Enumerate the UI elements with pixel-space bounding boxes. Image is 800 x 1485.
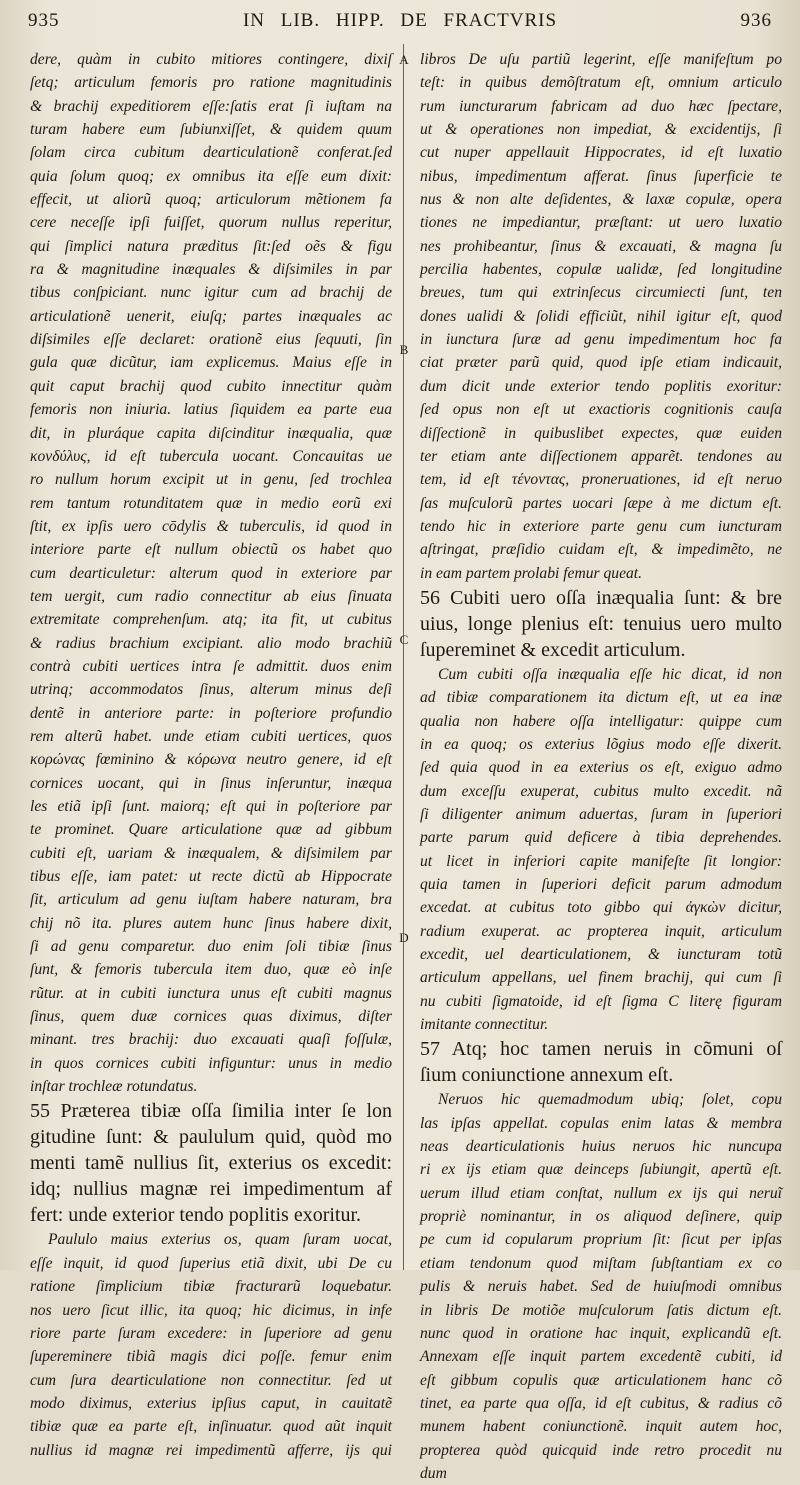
- lemma-line: 57 Atq; hoc tamen neruis in cõmuni oſ: [420, 1038, 782, 1061]
- running-title: IN LIB. HIPP. DE FRACTVRIS: [242, 10, 558, 31]
- text-line: quia tamen in ſuperiori deficit parum admodum: [420, 876, 782, 893]
- text-line: dit, in pluráque capita diſcinditur inæqualia, quæ: [30, 424, 392, 442]
- text-line: Paululo maius exterius os, quam ſuram uocat,: [48, 1231, 392, 1249]
- right-text-column: [420, 48, 782, 1482]
- text-line: & radius brachium excipiant. alio modo brachiũ: [30, 634, 392, 652]
- text-line: ſunt, & femoris tubercula item duo, quæ eò inſe: [30, 961, 392, 979]
- text-line: nu cubiti ſigmatoide, id eſt ſigma C literę figuram: [420, 992, 782, 1010]
- text-line: articulum appellans, uel finem brachij, qui cum ſi: [420, 969, 782, 987]
- left-text-column: [30, 48, 392, 1459]
- text-line: dum dicit unde exterior tendo poplitis exoritur:: [420, 377, 782, 395]
- text-line: & brachij expeditiorem eſſe:ſatis erat ſi iuſtam na: [30, 97, 392, 115]
- text-line: qui ſimplici natura præditus ſit:ſed oẽs & figu: [30, 237, 392, 255]
- text-line: breues, tum qui extrinſecus circumiecti ſunt, ten: [420, 284, 782, 302]
- text-line: contrà cubiti uertices intra ſe admittit. duos enim: [30, 657, 392, 675]
- text-line: etiam tendonum quod miſtam ſubſtantiam ex co: [420, 1254, 782, 1272]
- text-line: propterea quòd quicquid inde retro procedit nu: [420, 1441, 782, 1459]
- text-line: ut & operationes non impediat, & excidentijs, ſi: [420, 121, 782, 139]
- text-line: tibiæ quæ ea parte eſt, inſinuatur. quod aũt inquit: [30, 1418, 392, 1436]
- text-line: rem alterũ habet. unde etiam cubiti uertices, quos: [30, 727, 392, 745]
- text-line: radium exuperat. ac propterea inquit, articulum: [420, 922, 782, 940]
- text-line: eſſe inquit, id quod ſuperius etiã dixit, ubi De cu: [30, 1254, 392, 1272]
- lemma-line: fert: unde exterior tendo poplitis exoritur.: [30, 1204, 362, 1227]
- text-line: ciat præter parũ quid, quod ipſe etiam indicauit,: [420, 354, 782, 372]
- margin-letter-d: D: [399, 930, 409, 945]
- text-line: cum ſura dearticulatione non connectitur. ſed ut: [30, 1371, 392, 1389]
- text-line: diſſectionẽ in quibuslibet expectes, quæ euiden: [420, 424, 782, 442]
- text-line: ut licet in inferiori capite manifeſte ſit longior:: [420, 852, 782, 870]
- text-line: κονδύλυς, id eſt tubercula uocant. Concauitas ue: [30, 447, 392, 465]
- text-line: tem, id eſt τένοντας, proneruationes, id eſt neruo: [420, 471, 782, 489]
- text-line: pe cum id copularum proprium ſit: ſicut per ipſas: [420, 1231, 782, 1249]
- text-line: Annexam eſſe inquit partem excedentẽ cubiti, id: [420, 1348, 782, 1366]
- text-line: in quos cornices cubiti infiguntur: unus in medio: [30, 1054, 392, 1072]
- text-line: ſi diligenter animum aduertas, ſuram in ſuperiori: [420, 805, 782, 823]
- text-line: utrinq; accommodatos ſinus, alterum minus deſi: [30, 681, 392, 699]
- lemma-line: ſupereminet & excedit articulum.: [420, 638, 686, 661]
- text-line: riore parte ſuram excedere: in ſuperiore ad genu: [30, 1324, 392, 1342]
- text-line: propriè nominantur, in os aliquod deſinere, quip: [420, 1208, 782, 1226]
- text-line: in iunctura ſuræ ad genu impedimentum hoc fa: [420, 331, 782, 349]
- text-line: ro nullum horum excipit ut in genu, ſed trochlea: [30, 471, 392, 489]
- text-line: ad tibiæ comparationem ita dictum eſt, ut ea inæ: [420, 689, 782, 707]
- text-line: in ea quoq; os exterius lõgius modo eſſe dixerit.: [420, 735, 782, 753]
- text-line: nes prohibeantur, ſinus & excauati, & magna ſu: [420, 237, 782, 255]
- text-line: ſtit, ex ipſis uero cōdylis & tuberculis, id quod in: [30, 517, 392, 535]
- text-line: modo diximus, exterius ipſius caput, in cauitatẽ: [30, 1394, 392, 1412]
- text-line: excedat. at cubitus toto gibbo qui ἀγκὼν dicitur,: [420, 899, 782, 917]
- text-line: articulationẽ uenerit, eiuſq; partes inæquales ac: [30, 307, 392, 325]
- text-line: femoris non iniuria. latius ſiquidem ea parte eua: [30, 401, 392, 419]
- text-line: interiore parte eſt nullum obiectũ os habet quo: [30, 541, 392, 559]
- text-line: libros De uſu partiũ legerint, eſſe manifeſtum po: [420, 51, 782, 68]
- text-line: κορώνας fœminino & κόρωνα neutro genere, id eſt: [30, 751, 392, 769]
- column-divider: [403, 44, 404, 1270]
- lemma-line: 55 Præterea tibiæ oſſa ſimilia inter ſe lon: [30, 1100, 392, 1123]
- text-line: dum: [420, 1464, 447, 1482]
- text-line: las ipſas appellat. copulas enim latas & membra: [420, 1114, 782, 1132]
- text-line: effecit, ut aliorũ quoq; articulorum mẽtionem fa: [30, 191, 392, 209]
- page-number-right: 936: [740, 10, 772, 31]
- running-header: [28, 10, 772, 40]
- text-line: diſsimiles eſſe declaret: orationẽ eius ſequuti, ſin: [30, 331, 392, 349]
- text-line: Cum cubiti oſſa inæqualia eſſe hic dicat, id non: [438, 665, 782, 683]
- text-line: gula quæ dicũtur, iam explicemus. Maius eſſe in: [30, 354, 392, 372]
- margin-letter-c: C: [399, 632, 409, 647]
- text-line: turam habere eum ſubiunxiſſet, & quidem quum: [30, 121, 392, 139]
- page-number-left: 935: [28, 10, 60, 31]
- text-line: rum iuncturarum fabricam ad duo hæc ſpectare,: [420, 97, 782, 115]
- text-line: cut nuper appellauit Hippocrates, id eſt luxatio: [420, 144, 782, 162]
- margin-letter-b: B: [399, 342, 409, 357]
- lemma-line: uius, longe plenius eſt: tenuius uero multo: [420, 612, 782, 635]
- text-line: ter etiam ante diſſectionem apparẽt. tendones au: [420, 447, 782, 465]
- text-line: ſetq; articulum femoris pro ratione magnitudinis: [30, 74, 392, 92]
- text-line: teſt: in quibus demõſtratum eſt, omnium articulo: [420, 74, 782, 92]
- text-line: ſinus, quem duæ cornices quas diximus, diſter: [30, 1008, 392, 1026]
- text-line: tiones ne impediantur, præſtant: ut uero luxatio: [420, 214, 782, 232]
- text-line: excedit, uel dearticulationem, & iuncturam totũ: [420, 946, 782, 964]
- text-line: ri ex ijs etiam quæ deinceps ſubiungit, apertũ eſt.: [420, 1161, 782, 1179]
- text-line: chij nõ ita. plures autem hunc ſinus habere dixit,: [30, 914, 392, 932]
- text-line: ſolam circa cubitum dearticulationẽ conferat.ſed: [30, 144, 392, 162]
- text-line: rũtur. at in cubiti iunctura unus eſt cubiti magnus: [30, 984, 392, 1002]
- lemma-line: 56 Cubiti uero oſſa inæqualia ſunt: & bre: [420, 586, 782, 609]
- text-line: ſit, articulum ad genu iuſtam habere naturam, bra: [30, 891, 392, 909]
- text-line: in libris De motiõe muſculorum ſatis dictum eſt.: [420, 1301, 782, 1319]
- text-line: nunc quod in oratione hac inquit, explicandũ eſt.: [420, 1324, 782, 1342]
- text-line: neas dearticulationis huius neruos hic nuncupa: [420, 1138, 782, 1156]
- text-line: qualia non habere oſſa intelligatur: quippe cum: [420, 712, 782, 730]
- text-line: tem uergit, cum radio connectitur ab eius ſinuata: [30, 587, 392, 605]
- text-line: ſi ad genu comparetur. duo enim ſoli tibiæ ſinus: [30, 938, 392, 956]
- text-line: tibus eſſe, iam patet: ut recte dictũ ab Hippocrate: [30, 868, 392, 886]
- text-line: nus & non alte deſidentes, & laxæ copulæ, opera: [420, 191, 782, 209]
- text-line: cere neceſſe ipſi fuiſſet, quorum nullus reperitur,: [30, 214, 392, 232]
- text-line: nibus, impedimentum afferat. ſinus ſuperficie te: [420, 167, 782, 185]
- text-line: in eam partem prolabi femur queat.: [420, 564, 643, 582]
- text-line: minant. tres brachij: duo excauati quaſi foſſulæ,: [30, 1031, 392, 1049]
- lemma-line: idq; nullius magnæ rei impedimentum af: [30, 1178, 392, 1201]
- text-line: cum dearticuletur: alterum quod in exteriore par: [30, 564, 392, 582]
- text-line: tinet, ea parte qua oſſa, id eſt cubitus, & radius cõ: [420, 1394, 782, 1412]
- text-line: eſt gibbum copulis quæ articulationem hanc cõ: [420, 1371, 782, 1389]
- text-line: rem tantum rotunditatem quæ in medio eorũ exi: [30, 494, 392, 512]
- text-line: quit caput brachij quod cubito innectitur quàm: [30, 377, 392, 395]
- text-line: uerum illud etiam conſtat, nullum ex ijs qui neruĩ: [420, 1184, 782, 1202]
- text-line: pulis & neruis habet. Sed de huiuſmodi omnibus: [420, 1278, 782, 1296]
- text-line: aſtringat, præſidio cuidam eſt, & impedimẽto, ne: [420, 541, 782, 559]
- text-line: percilia habentes, copulæ ualidæ, ſed longitudine: [420, 261, 782, 279]
- text-line: ſas muſculorũ partes uocari ſæpe à me dictum eſt.: [420, 494, 782, 512]
- lemma-line: ſium coniunctione annexum eſt.: [420, 1064, 674, 1087]
- text-line: dentẽ in anteriore parte: in poſteriore profundio: [30, 704, 392, 722]
- text-line: ſupereminere tibiã magis dici poſſe. femur enim: [30, 1348, 392, 1366]
- text-line: ſed quia quod in ea exterius os eſt, exiguo admo: [420, 759, 782, 777]
- text-line: ratione ſimplicium tibiæ fracturarũ loquebatur.: [30, 1278, 392, 1296]
- text-line: cubiti eſt, uariam & inæqualem, & diſsimilem par: [30, 844, 392, 862]
- text-line: extremitate comprehenſum. atq; ita fit, ut cubitus: [30, 611, 392, 629]
- text-line: cornices uocant, qui in ſinus inſeruntur, inæqua: [30, 774, 392, 792]
- text-line: parte parum quid deficere à tibia deprehendes.: [420, 829, 782, 847]
- lemma-line: menti tamẽ nullius ſit, exterius os excedit:: [30, 1152, 392, 1175]
- text-line: nos uero ſicut illic, ita quoq; hic dicimus, in infe: [30, 1301, 392, 1319]
- text-line: tibus conſpiciant. nunc igitur cum ad brachij de: [30, 284, 392, 302]
- text-line: dum exceſſu exuperat, cubitus multo excedit. nã: [420, 782, 782, 800]
- lemma-line: gitudine ſunt: & paululum quid, quòd mo: [30, 1126, 392, 1149]
- text-line: quia ſolum quoq; ex omnibus ita eſſe eum dixit:: [30, 167, 392, 185]
- text-line: nullius id magnæ rei impedimentũ afferre, ijs qui: [30, 1441, 392, 1459]
- text-line: dere, quàm in cubito mitiores contingere, dixiſ: [30, 51, 392, 68]
- text-line: ra & magnitudine inæquales & diſsimiles in par: [30, 261, 392, 279]
- text-line: Neruos hic quemadmodum ubiq; ſolet, copu: [438, 1091, 782, 1109]
- text-line: inſtar trochleæ rotundatus.: [30, 1078, 198, 1096]
- text-line: munem habent coniunctionẽ. inquit autem hoc,: [420, 1418, 782, 1436]
- text-line: les etiã ipſi ſunt. maiorq; eſt qui in poſteriore par: [30, 798, 392, 815]
- text-line: te prominet. Quare articulatione quæ ad gibbum: [30, 821, 392, 839]
- margin-letter-a: A: [399, 52, 409, 67]
- text-line: tendo hic in exteriore parte genu cum iuncturam: [420, 517, 782, 535]
- text-line: dones ualidi & ſolidi efficiũt, nihil igitur eſt, quod: [420, 307, 782, 325]
- text-line: ſed opus non eſt ut exactioris cognitionis cauſa: [420, 401, 782, 419]
- text-line: imitante connectitur.: [420, 1016, 549, 1034]
